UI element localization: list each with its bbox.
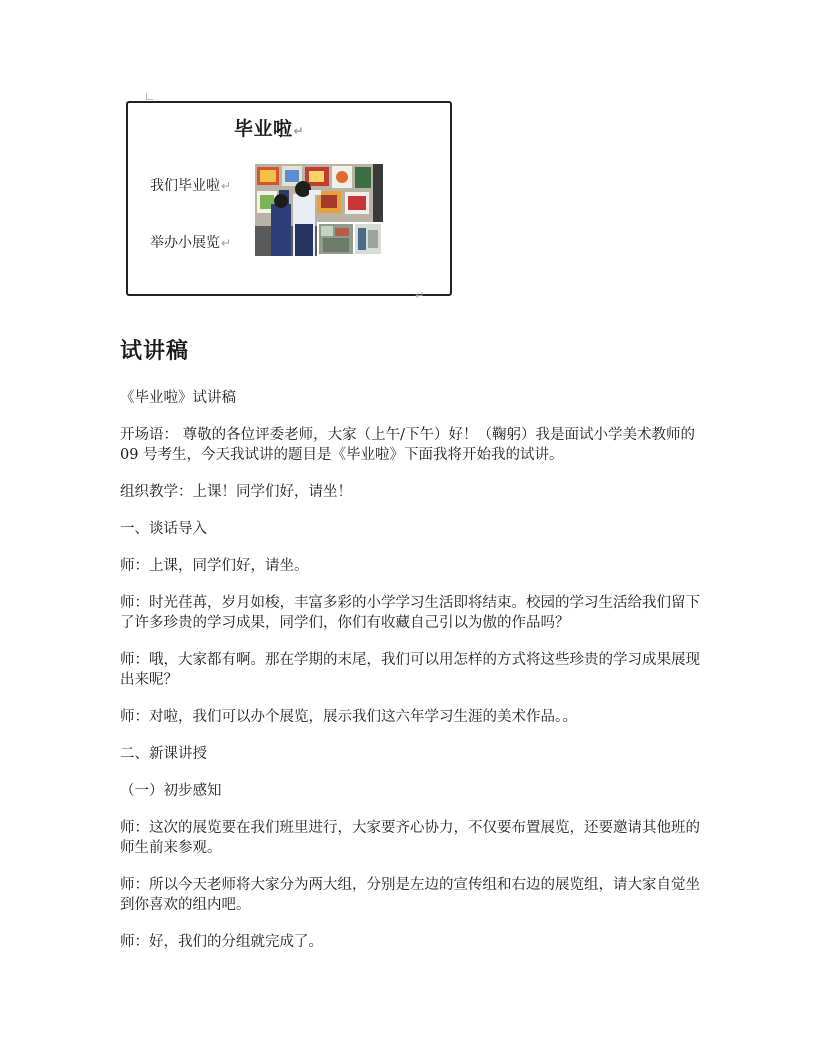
slide-line-exhibition: 举办小展览↵	[150, 235, 232, 251]
paragraph-mark-icon: ↵	[221, 236, 232, 250]
subsection-heading: （一）初步感知	[120, 783, 222, 799]
paragraph: 开场语： 尊敬的各位评委老师，大家（上午/下午）好！（鞠躬）我是面试小学美术教师的 09 号考生，今天我试讲的题目是《毕业啦》下面我将开始我的试讲。	[120, 427, 695, 463]
paragraph-mark-icon: ↵	[293, 124, 305, 138]
slide-line-graduated: 我们毕业啦↵	[150, 178, 232, 194]
exhibition-photo	[255, 164, 383, 256]
document-body	[120, 388, 700, 969]
paragraph: 师：哦，大家都有啊。那在学期的末尾，我们可以用怎样的方式将这些珍贵的学习成果展现出来呢？	[120, 652, 700, 688]
section-heading: 一、谈话导入	[120, 521, 207, 537]
slide-title: 毕业啦↵	[234, 118, 305, 140]
paragraph: 师：对啦，我们可以办个展览，展示我们这六年学习生涯的美术作品。。	[120, 709, 577, 725]
paragraph: 组织教学：上课！同学们好，请坐！	[120, 484, 352, 500]
paragraph: 师：好，我们的分组就完成了。	[120, 934, 323, 950]
page-title: 试讲稿	[120, 339, 190, 364]
paragraph: 师：所以今天老师将大家分为两大组，分别是左边的宣传组和右边的展览组，请大家自觉坐到你喜欢的组内吧。	[120, 877, 700, 913]
section-heading: 二、新课讲授	[120, 746, 207, 762]
paragraph: 师：这次的展览要在我们班里进行，大家要齐心协力，不仅要布置展览，还要邀请其他班的师生前来参观。	[120, 820, 700, 856]
paragraph-mark-icon: ↵	[415, 289, 425, 302]
paragraph: 《毕业啦》试讲稿	[120, 390, 236, 406]
text-boundary-mark	[146, 93, 153, 100]
paragraph: 师：上课，同学们好，请坐。	[120, 558, 309, 574]
paragraph: 师：时光荏苒，岁月如梭，丰富多彩的小学学习生活即将结束。校园的学习生活给我们留下了许多珍贵的学习成果，同学们，你们有收藏自己引以为傲的作品吗？	[120, 595, 700, 631]
paragraph-mark-icon: ↵	[221, 179, 232, 193]
